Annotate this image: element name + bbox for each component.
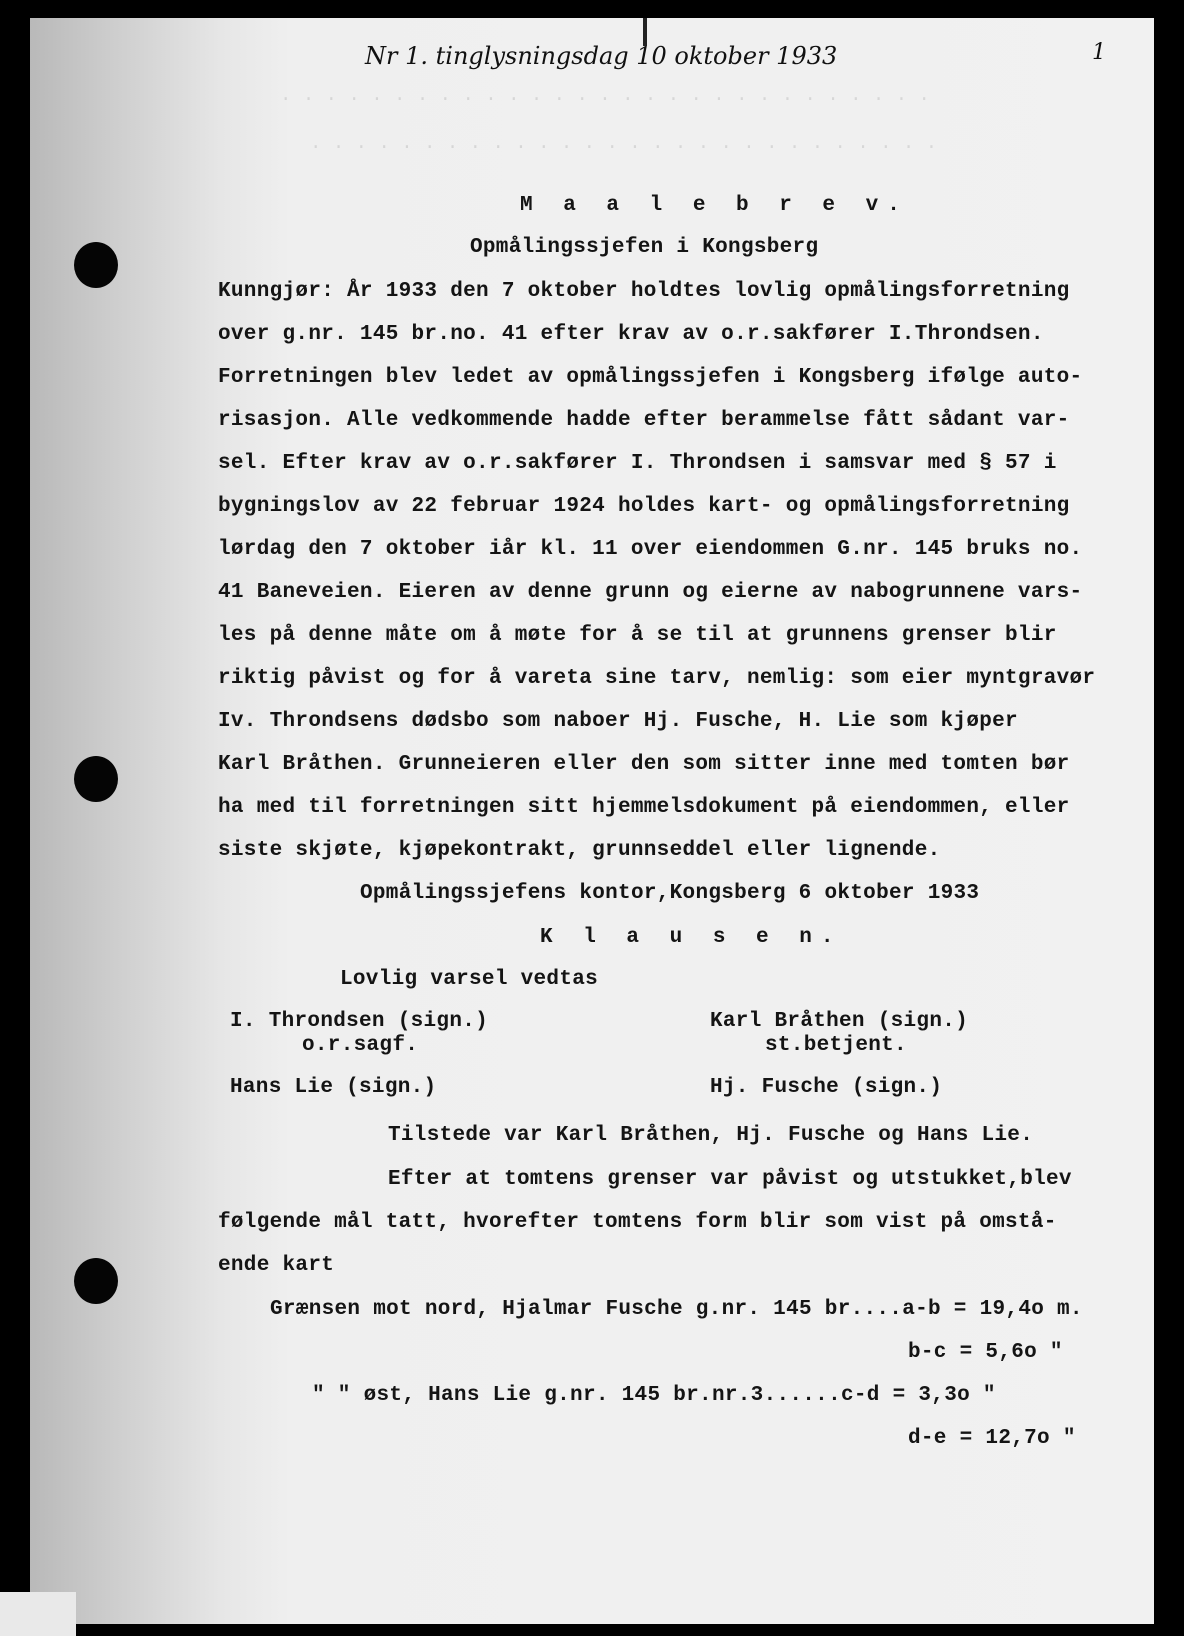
signer-name: K l a u s e n. — [540, 926, 843, 949]
measurement-line: d-e = 12,7o " — [908, 1427, 1076, 1450]
body-line: lørdag den 7 oktober iår kl. 11 over eiendommen G.nr. 145 bruks no. — [218, 538, 1083, 561]
signature-brathen-title: st.betjent. — [765, 1034, 907, 1057]
signature-brathen: Karl Bråthen (sign.) — [710, 1010, 969, 1033]
accepted-line: Lovlig varsel vedtas — [340, 968, 599, 991]
measure-intro-line: Efter at tomtens grenser var påvist og utstukket,blev — [388, 1168, 1072, 1191]
body-line: 41 Baneveien. Eieren av denne grunn og eierne av nabogrunnene vars- — [218, 581, 1083, 604]
body-line: Karl Bråthen. Grunneieren eller den som sitter inne med tomten bør — [218, 753, 1070, 776]
body-line: Iv. Throndsens dødsbo som naboer Hj. Fusche, H. Lie som kjøper — [218, 710, 1018, 733]
page-corner-tab — [0, 1592, 76, 1636]
body-line: sel. Efter krav av o.r.sakfører I. Throndsen i samsvar med § 57 i — [218, 452, 1057, 475]
body-line: Kunngjør: År 1933 den 7 oktober holdtes lovlig opmålingsforretning — [218, 280, 1070, 303]
bleed-through-text: . . . . . . . . . . . . . . . . . . . . . . . . . . . . — [310, 132, 938, 154]
punch-hole-top — [74, 242, 118, 288]
bleed-through-text: . . . . . . . . . . . . . . . . . . . . . . . . . . . . . — [280, 84, 930, 106]
signature-lie: Hans Lie (sign.) — [230, 1076, 437, 1099]
issuer-line: Opmålingssjefen i Kongsberg — [470, 236, 819, 259]
measurement-line: Grænsen mot nord, Hjalmar Fusche g.nr. 145 br....a-b = 19,4o m. — [270, 1298, 1083, 1321]
handwritten-registration-note: Nr 1. tinglysningsdag 10 oktober 1933 — [365, 42, 838, 70]
punch-hole-middle — [74, 756, 118, 802]
body-line: bygningslov av 22 februar 1924 holdes kart- og opmålingsforretning — [218, 495, 1070, 518]
measure-intro-line: ende kart — [218, 1254, 335, 1277]
document-page — [30, 18, 1154, 1624]
measurement-line: " " øst, Hans Lie g.nr. 145 br.nr.3......c-d = 3,3o " — [312, 1384, 996, 1407]
document-title: M a a l e b r e v. — [520, 194, 909, 217]
punch-hole-bottom — [74, 1258, 118, 1304]
measurement-line: b-c = 5,6o " — [908, 1341, 1063, 1364]
signature-fusche: Hj. Fusche (sign.) — [710, 1076, 943, 1099]
body-line: ha med til forretningen sitt hjemmelsdokument på eiendommen, eller — [218, 796, 1070, 819]
present-line: Tilstede var Karl Bråthen, Hj. Fusche og Hans Lie. — [388, 1124, 1034, 1147]
measure-intro-line: følgende mål tatt, hvorefter tomtens form blir som vist på omstå- — [218, 1211, 1057, 1234]
body-line: Forretningen blev ledet av opmålingssjefen i Kongsberg ifølge auto- — [218, 366, 1083, 389]
body-line: riktig påvist og for å vareta sine tarv, nemlig: som eier myntgravør — [218, 667, 1096, 690]
signature-throndsen-title: o.r.sagf. — [302, 1034, 419, 1057]
body-line: les på denne måte om å møte for å se til at grunnens grenser blir — [218, 624, 1057, 647]
body-line: risasjon. Alle vedkommende hadde efter berammelse fått sådant var- — [218, 409, 1070, 432]
signature-throndsen: I. Throndsen (sign.) — [230, 1010, 489, 1033]
office-line: Opmålingssjefens kontor,Kongsberg 6 oktober 1933 — [360, 882, 980, 905]
page-number: 1 — [1092, 40, 1106, 65]
body-line: over g.nr. 145 br.no. 41 efter krav av o.r.sakfører I.Throndsen. — [218, 323, 1044, 346]
body-line: siste skjøte, kjøpekontrakt, grunnseddel eller lignende. — [218, 839, 941, 862]
